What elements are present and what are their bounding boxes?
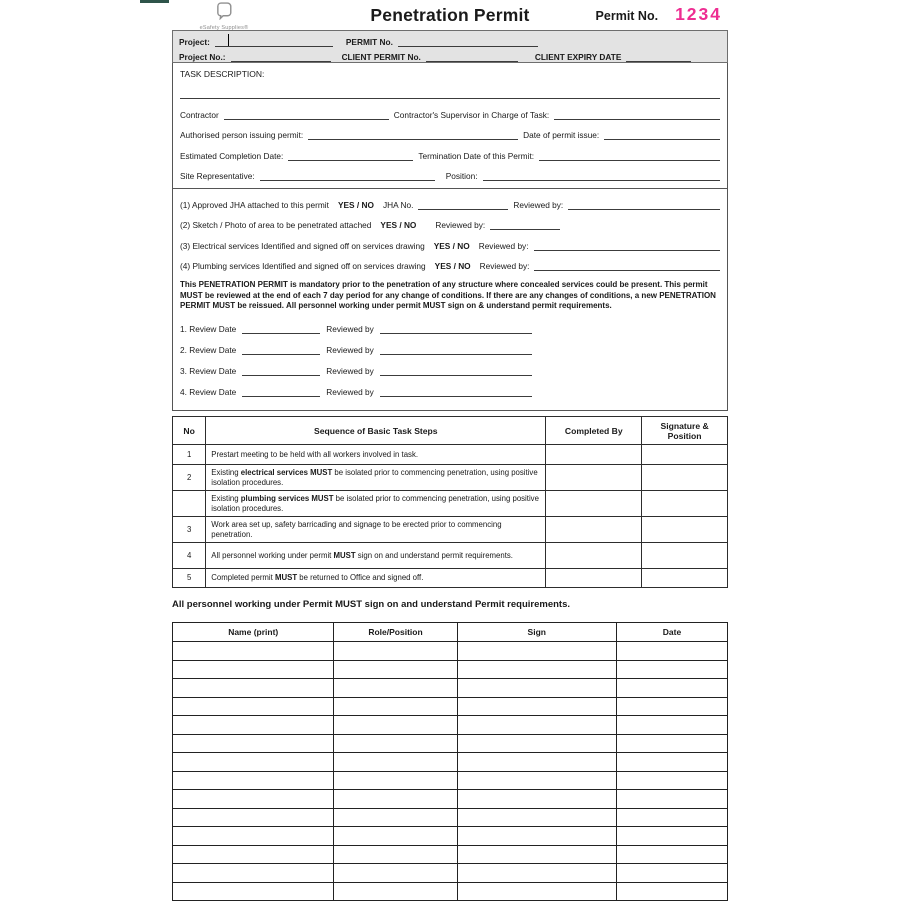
check-row-2: [180, 219, 720, 230]
signon-cell[interactable]: [457, 697, 616, 716]
signon-cell[interactable]: [334, 734, 457, 753]
check-1-yesno[interactable]: YES / NO: [337, 199, 374, 210]
signon-cell[interactable]: [457, 790, 616, 809]
signon-table: [172, 622, 728, 901]
signon-cell[interactable]: [457, 642, 616, 661]
signon-cell[interactable]: [334, 790, 457, 809]
task-row-3: [173, 517, 728, 543]
review-3-label: 3. Review Date: [180, 365, 237, 376]
review-row-1: [180, 323, 532, 334]
signon-cell[interactable]: [334, 716, 457, 735]
signon-cell[interactable]: [173, 753, 334, 772]
signon-cell[interactable]: [173, 642, 334, 661]
signon-cell[interactable]: [334, 660, 457, 679]
task-row-text: Prestart meeting to be held with all workers involved in task.: [206, 445, 546, 465]
client-permit-label: CLIENT PERMIT No.: [341, 52, 421, 62]
document-header: [172, 0, 728, 30]
check-2-reviewed-field[interactable]: [490, 220, 560, 230]
signon-cell[interactable]: [616, 753, 727, 772]
signon-row: [173, 753, 728, 772]
task-table-header-row: [173, 417, 728, 445]
signon-cell[interactable]: [457, 660, 616, 679]
task-row-text: Existing electrical services MUST be isolated prior to commencing penetration, using positive isolation procedures.: [206, 465, 546, 491]
permit-details-box: [172, 63, 728, 411]
signature-cell[interactable]: [642, 517, 728, 543]
signon-cell[interactable]: [616, 771, 727, 790]
task-row-4: [173, 543, 728, 569]
signon-cell[interactable]: [457, 864, 616, 883]
task-row-5: [173, 569, 728, 588]
signon-cell[interactable]: [173, 716, 334, 735]
completed-by-cell[interactable]: [546, 569, 642, 588]
review-2-by-label: Reviewed by: [326, 344, 374, 355]
signature-cell[interactable]: [642, 569, 728, 588]
signon-cell[interactable]: [616, 827, 727, 846]
task-description-label: TASK DESCRIPTION:: [180, 69, 265, 79]
signon-intro: All personnel working under Permit MUST sign on and understand Permit requirements.: [172, 599, 571, 610]
check-3-reviewed-label: Reviewed by:: [478, 240, 529, 251]
band-row-1: [179, 32, 721, 47]
review-row-3: [180, 365, 532, 376]
signon-cell[interactable]: [334, 845, 457, 864]
client-permit-field[interactable]: [426, 52, 518, 62]
task-steps-table: [172, 416, 728, 588]
check-4-text: (4) Plumbing services Identified and signed off on services drawing: [180, 261, 426, 271]
signon-row: [173, 808, 728, 827]
signon-header-row: [173, 623, 728, 642]
signon-cell[interactable]: [457, 808, 616, 827]
signon-cell[interactable]: [334, 882, 457, 901]
signature-cell[interactable]: [642, 465, 728, 491]
check-row-1: [180, 199, 720, 210]
check-3-yesno[interactable]: YES / NO: [433, 240, 470, 251]
check-1-reviewed-field[interactable]: [568, 200, 720, 210]
signon-cell[interactable]: [173, 734, 334, 753]
check-2-reviewed-label: Reviewed by:: [435, 220, 486, 230]
task-row-text: Completed permit MUST be returned to Office and signed off.: [206, 569, 546, 588]
check-1-reviewed-label: Reviewed by:: [513, 199, 564, 210]
signon-cell[interactable]: [173, 790, 334, 809]
review-1-date-field[interactable]: [242, 324, 320, 334]
signon-cell[interactable]: [173, 679, 334, 698]
contractor-row: [180, 109, 720, 120]
checklist-section: [173, 188, 727, 397]
completed-by-cell[interactable]: [546, 517, 642, 543]
signon-cell[interactable]: [616, 882, 727, 901]
review-3-by-label: Reviewed by: [326, 365, 374, 376]
client-expiry-label: CLIENT EXPIRY DATE: [534, 52, 622, 62]
task-row-no: 3: [173, 517, 206, 543]
signon-row: [173, 845, 728, 864]
signon-row: [173, 882, 728, 901]
termination-label: Termination Date of this Permit:: [418, 150, 535, 161]
signon-row: [173, 716, 728, 735]
termination-field[interactable]: [539, 151, 720, 161]
signon-row: [173, 790, 728, 809]
signon-cell[interactable]: [173, 660, 334, 679]
project-field[interactable]: [215, 37, 333, 47]
permit-number-group: [596, 4, 722, 25]
check-4-yesno[interactable]: YES / NO: [434, 261, 471, 271]
permit-no-label: Permit No.: [595, 9, 659, 23]
signon-row: [173, 697, 728, 716]
review-row-2: [180, 344, 532, 355]
signon-cell[interactable]: [616, 845, 727, 864]
signon-cell[interactable]: [334, 864, 457, 883]
check-row-3: [180, 240, 720, 251]
mandatory-notice: This PENETRATION PERMIT is mandatory prior to the penetration of any structure where concealed services could be present. This permit MUST be reviewed at the end of each 7 day period for any change of conditions. If there are any changes of conditions, a new PENETRATION PERMIT MUST be reissued. All personnel working under permit MUST sign on & understand permit requirements.: [180, 280, 716, 311]
signature-cell[interactable]: [642, 445, 728, 465]
signon-row: [173, 660, 728, 679]
page-title: Penetration Permit: [370, 5, 530, 25]
review-2-by-field[interactable]: [380, 345, 532, 355]
col-header-completed-by: Completed By: [546, 417, 642, 445]
signon-cell[interactable]: [334, 827, 457, 846]
permit-no-field-label: PERMIT No.: [345, 37, 393, 47]
task-row-text: All personnel working under permit MUST sign on and understand permit requirements.: [206, 543, 546, 569]
signon-cell[interactable]: [616, 679, 727, 698]
review-2-date-field[interactable]: [242, 345, 320, 355]
review-4-date-field[interactable]: [242, 387, 320, 397]
permit-no-field[interactable]: [398, 37, 538, 47]
signon-cell[interactable]: [457, 827, 616, 846]
signon-cell[interactable]: [334, 808, 457, 827]
check-1-text: (1) Approved JHA attached to this permit: [180, 199, 329, 210]
task-row-no: 4: [173, 543, 206, 569]
review-1-by-label: Reviewed by: [326, 323, 374, 334]
permit-no-value: 1234: [675, 4, 722, 24]
task-row-no: 1: [173, 445, 206, 465]
signon-cell[interactable]: [457, 753, 616, 772]
completed-by-cell[interactable]: [546, 445, 642, 465]
project-no-label: Project No.:: [179, 52, 226, 62]
review-2-label: 2. Review Date: [180, 344, 237, 355]
signon-cell[interactable]: [173, 864, 334, 883]
contractor-label: Contractor: [180, 109, 219, 120]
signature-cell[interactable]: [642, 491, 728, 517]
date-of-issue-field[interactable]: [604, 130, 720, 140]
task-row-no: 2: [173, 465, 206, 491]
signature-cell[interactable]: [642, 543, 728, 569]
position-label: Position:: [445, 171, 478, 181]
review-3-by-field[interactable]: [380, 366, 532, 376]
review-4-by-field[interactable]: [380, 387, 532, 397]
check-2-yesno[interactable]: YES / NO: [380, 220, 417, 230]
signon-cell[interactable]: [173, 827, 334, 846]
completion-row: [180, 150, 720, 161]
signon-cell[interactable]: [173, 845, 334, 864]
estimated-completion-label: Estimated Completion Date:: [180, 150, 284, 161]
col-header-no: No: [173, 417, 206, 445]
col-header-sign: Sign: [457, 623, 616, 642]
review-row-4: [180, 386, 532, 397]
col-header-date: Date: [616, 623, 727, 642]
signon-cell[interactable]: [457, 679, 616, 698]
site-rep-field[interactable]: [260, 171, 435, 181]
signon-cell[interactable]: [616, 808, 727, 827]
review-4-by-label: Reviewed by: [326, 386, 374, 397]
review-dates-section: [180, 323, 532, 397]
signon-cell[interactable]: [457, 716, 616, 735]
review-4-label: 4. Review Date: [180, 386, 237, 397]
signon-cell[interactable]: [616, 716, 727, 735]
signon-cell[interactable]: [173, 697, 334, 716]
supervisor-label: Contractor's Supervisor in Charge of Task:: [393, 109, 550, 120]
contractor-field[interactable]: [224, 110, 389, 120]
supervisor-field[interactable]: [554, 110, 720, 120]
check-4-reviewed-label: Reviewed by:: [479, 261, 530, 271]
task-row-text: Existing plumbing services MUST be isolated prior to commencing penetration, using positive isolation procedures.: [206, 491, 546, 517]
text-caret: [228, 34, 230, 46]
project-no-field[interactable]: [231, 52, 331, 62]
signon-cell[interactable]: [616, 697, 727, 716]
completed-by-cell[interactable]: [546, 491, 642, 517]
client-expiry-field[interactable]: [626, 52, 691, 62]
check-row-4: [180, 260, 720, 271]
authorised-label: Authorised person issuing permit:: [180, 130, 304, 140]
signon-row: [173, 679, 728, 698]
project-label: Project:: [179, 37, 210, 47]
review-3-date-field[interactable]: [242, 366, 320, 376]
task-row-1: [173, 445, 728, 465]
signon-row: [173, 642, 728, 661]
task-row-2: [173, 465, 728, 491]
completed-by-cell[interactable]: [546, 543, 642, 569]
col-header-signature: Signature & Position: [642, 417, 728, 445]
check-1-jha-label: JHA No.: [382, 199, 414, 210]
signon-cell[interactable]: [457, 771, 616, 790]
signon-row: [173, 734, 728, 753]
signon-cell[interactable]: [616, 864, 727, 883]
band-row-2: [179, 47, 721, 62]
position-field[interactable]: [483, 171, 720, 181]
signon-cell[interactable]: [334, 753, 457, 772]
review-1-by-field[interactable]: [380, 324, 532, 334]
task-row-text: Work area set up, safety barricading and signage to be erected prior to commencing penetration.: [206, 517, 546, 543]
signon-cell[interactable]: [616, 660, 727, 679]
site-rep-label: Site Representative:: [180, 171, 255, 181]
signon-table-body: [173, 642, 728, 901]
signon-cell[interactable]: [457, 734, 616, 753]
col-header-sequence: Sequence of Basic Task Steps: [206, 417, 546, 445]
review-1-label: 1. Review Date: [180, 323, 237, 334]
signon-cell[interactable]: [457, 882, 616, 901]
signon-cell[interactable]: [334, 679, 457, 698]
col-header-name: Name (print): [173, 623, 334, 642]
signon-cell[interactable]: [616, 642, 727, 661]
task-row-no: 5: [173, 569, 206, 588]
screenshot-edge-artifact: [140, 0, 169, 3]
signon-cell[interactable]: [173, 771, 334, 790]
signon-cell[interactable]: [173, 882, 334, 901]
authorised-field[interactable]: [308, 130, 518, 140]
signon-cell[interactable]: [616, 790, 727, 809]
completed-by-cell[interactable]: [546, 465, 642, 491]
signon-cell[interactable]: [173, 808, 334, 827]
signon-cell[interactable]: [334, 771, 457, 790]
check-3-reviewed-field[interactable]: [534, 241, 720, 251]
estimated-completion-field[interactable]: [288, 151, 413, 161]
project-meta-band: [172, 30, 728, 63]
date-of-issue-label: Date of permit issue:: [523, 130, 600, 140]
check-2-text: (2) Sketch / Photo of area to be penetrated attached: [180, 220, 372, 230]
check-1-jha-field[interactable]: [418, 200, 508, 210]
esafety-logo-text: eSafety Supplies®: [199, 25, 249, 31]
task-row-2b: [173, 491, 728, 517]
signon-cell[interactable]: [334, 642, 457, 661]
col-header-role: Role/Position: [334, 623, 457, 642]
signon-row: [173, 864, 728, 883]
signon-cell[interactable]: [457, 845, 616, 864]
permit-document: [172, 0, 728, 900]
site-rep-row: [180, 170, 720, 181]
signon-cell[interactable]: [334, 697, 457, 716]
signon-row: [173, 771, 728, 790]
task-row-no: [173, 491, 206, 517]
task-description-field[interactable]: [180, 98, 720, 99]
check-3-text: (3) Electrical services Identified and signed off on services drawing: [180, 240, 425, 251]
authorised-row: [180, 129, 720, 140]
signon-row: [173, 827, 728, 846]
check-4-reviewed-field[interactable]: [534, 261, 720, 271]
signon-cell[interactable]: [616, 734, 727, 753]
